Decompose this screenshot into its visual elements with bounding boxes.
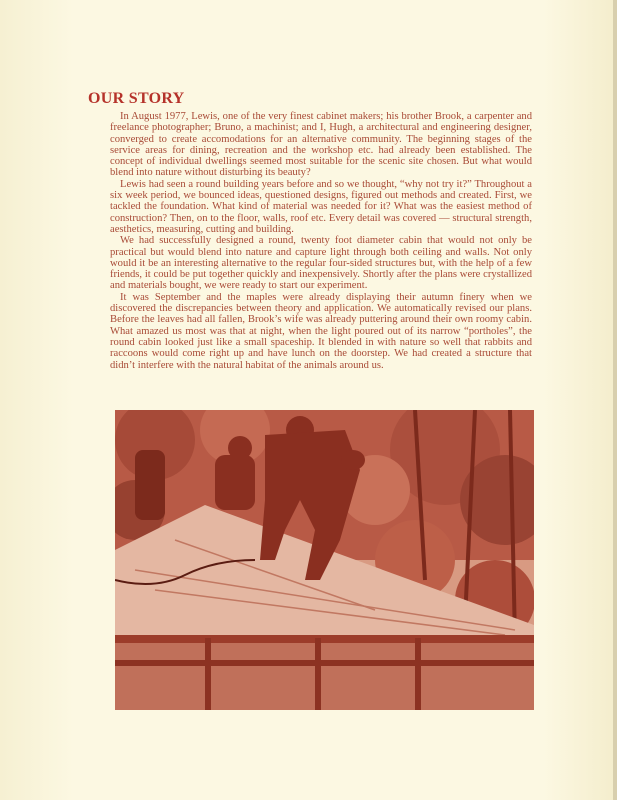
paragraph-2: Lewis had seen a round building years before and so we thought, “why not try it?” Throughout a six week period, we bounced ideas, questioned designs, figured out methods and created. First, we tackled the foundation. What kind of material was needed for it? What was the easiest method of construction? Then, on to the floor, walls, roof etc. Every detail was covered — structural strength, aesthetics, measuring, cutting and building.	[110, 178, 532, 235]
paragraph-1: In August 1977, Lewis, one of the very finest cabinet makers; his brother Brook, a carpenter and freelance photographer; Bruno, a machinist; and I, Hugh, a architectural and engineering designer, converged to create accomodations for an alternative community. The beginning stages of the service areas for dining, recreation and the workshop etc. had already been established. The concept of individual dwellings seemed most suitable for the scenic site chosen. But what would blend into nature without disturbing its beauty?	[110, 111, 532, 179]
story-body	[110, 111, 532, 371]
paragraph-3: We had successfully designed a round, twenty foot diameter cabin that would not only be practical but would blend into nature and capture light through both ceiling and walls. Not only would it be an interesting alternative to the regular four-sided structures but, with the help of a few friends, it could be put together quickly and inexpensively. Shortly after the plans were crystallized and materials bought, we were ready to start our experiment.	[110, 235, 532, 292]
construction-photo	[115, 410, 534, 710]
page-edge	[613, 0, 617, 800]
construction-photo-image	[115, 410, 534, 710]
paragraph-4: It was September and the maples were already displaying their autumn finery when we discovered the discrepancies between theory and application. We automatically revised our plans. Before the leaves had all fallen, Brook’s wife was already puttering around their own roomy cabin. What amazed us most was that at night, when the light poured out of its narrow “portholes”, the round cabin looked just like a small spaceship. It blended in with nature so well that rabbits and raccoons would come right up and have lunch on the doorstep. We had created a structure that didn’t interfere with the natural habitat of the animals around us.	[110, 291, 532, 371]
page-title: OUR STORY	[88, 90, 185, 107]
